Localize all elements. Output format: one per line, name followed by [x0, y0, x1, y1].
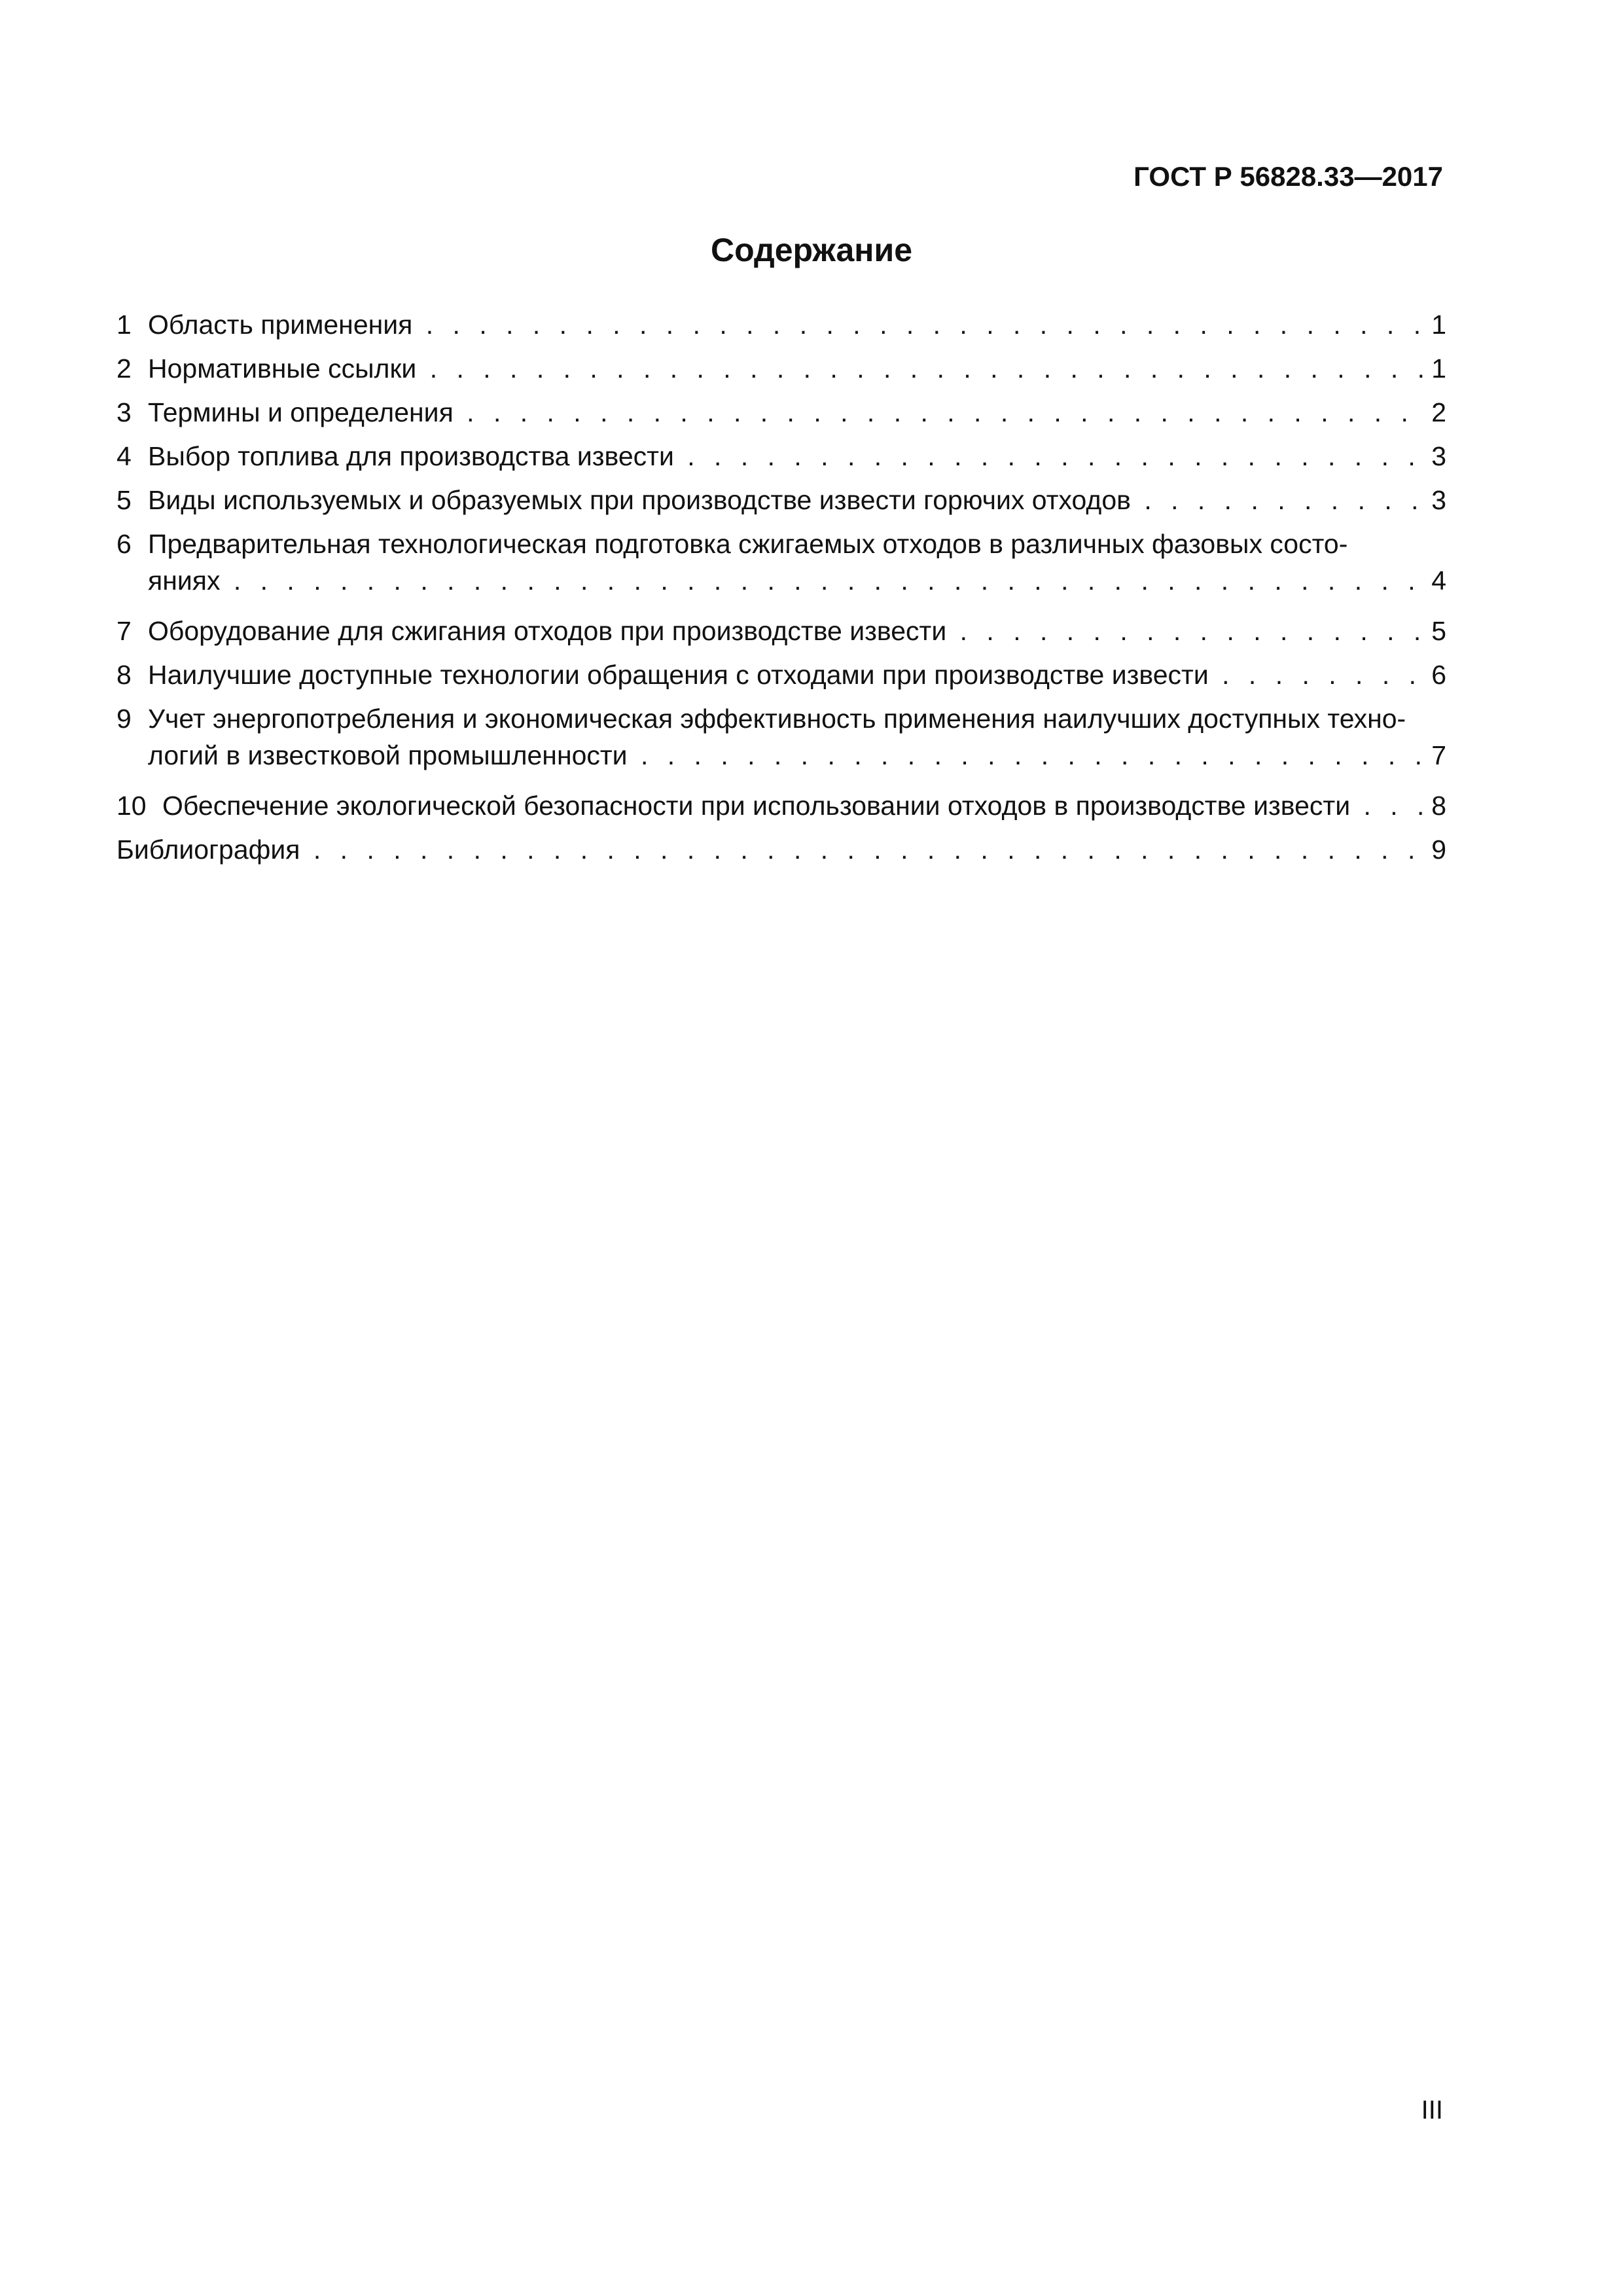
toc-entry-number: 6	[116, 529, 132, 559]
toc-entry-number: 5	[116, 485, 132, 515]
toc-entry-page: 4	[1431, 565, 1446, 596]
toc-leader-dots	[300, 834, 1425, 865]
toc-entry[interactable]	[116, 397, 1446, 440]
toc-entry-title: Виды используемых и образуемых при производстве извести горючих отходов	[148, 485, 1131, 515]
toc-leader-dots	[220, 565, 1425, 596]
toc-entry-page: 5	[1431, 616, 1446, 646]
toc-entry-title: Выбор топлива для производства извести	[148, 441, 674, 471]
toc-entry-page: 6	[1431, 660, 1446, 690]
toc-entry-title-continued: логий в известковой промышленности	[148, 740, 628, 770]
toc-entry[interactable]	[116, 440, 1446, 484]
toc-entry-number: 2	[116, 353, 132, 384]
page-title: Содержание	[710, 232, 913, 268]
toc-leader-dots	[416, 353, 1425, 384]
toc-entry-page: 1	[1431, 310, 1446, 340]
toc-entry-title: Обеспечение экологической безопасности при использовании отходов в производстве извести	[162, 791, 1351, 821]
toc-entry-page: 1	[1431, 353, 1446, 384]
toc-entry-bibliography[interactable]	[116, 834, 1446, 878]
toc-entry[interactable]	[116, 659, 1446, 703]
toc-entry-number: 10	[116, 791, 147, 821]
toc-entry-page: 7	[1431, 740, 1446, 770]
toc-entry[interactable]	[116, 309, 1446, 353]
standard-code: ГОСТ Р 56828.33—2017	[1133, 161, 1443, 192]
toc-leader-dots	[946, 615, 1425, 647]
toc-entry-number: 3	[116, 397, 132, 427]
toc-entry-title: Термины и определения	[148, 397, 454, 427]
toc-entry[interactable]	[116, 790, 1446, 834]
toc-entry-title: Предварительная технологическая подготовка сжигаемых отходов в различных фазовых состо-	[148, 529, 1348, 559]
toc-leader-dots	[628, 740, 1425, 771]
toc-entry[interactable]	[116, 528, 1446, 615]
toc-leader-dots	[1209, 659, 1425, 691]
toc-entry-page: 3	[1431, 441, 1446, 471]
toc-leader-dots	[674, 440, 1425, 472]
page-number: III	[1421, 2096, 1443, 2125]
toc-leader-dots	[412, 309, 1425, 340]
toc-entry[interactable]	[116, 484, 1446, 528]
toc-leader-dots	[454, 397, 1425, 428]
toc-entry-title: Область применения	[148, 310, 413, 340]
toc-entry-page: 3	[1431, 485, 1446, 515]
toc-entry[interactable]	[116, 703, 1446, 790]
toc-entry-title: Библиография	[116, 834, 300, 865]
toc-leader-dots	[1131, 484, 1425, 516]
toc-entry-number: 7	[116, 616, 132, 646]
toc-entry-number: 9	[116, 704, 132, 734]
toc-entry-page: 2	[1431, 397, 1446, 427]
table-of-contents	[116, 309, 1446, 878]
toc-entry-title: Учет энергопотребления и экономическая эффективность применения наилучших доступных техно-	[148, 704, 1406, 734]
toc-entry-title: Наилучшие доступные технологии обращения с отходами при производстве извести	[148, 660, 1209, 690]
toc-entry-title: Оборудование для сжигания отходов при производстве извести	[148, 616, 947, 646]
toc-entry[interactable]	[116, 353, 1446, 397]
toc-entry[interactable]	[116, 615, 1446, 659]
toc-entry-number: 8	[116, 660, 132, 690]
toc-entry-number: 4	[116, 441, 132, 471]
toc-entry-number: 1	[116, 310, 132, 340]
toc-leader-dots	[1350, 790, 1425, 821]
toc-entry-page: 8	[1431, 791, 1446, 821]
toc-entry-page: 9	[1431, 834, 1446, 865]
toc-entry-title-continued: яниях	[148, 565, 221, 596]
toc-entry-title: Нормативные ссылки	[148, 353, 417, 384]
